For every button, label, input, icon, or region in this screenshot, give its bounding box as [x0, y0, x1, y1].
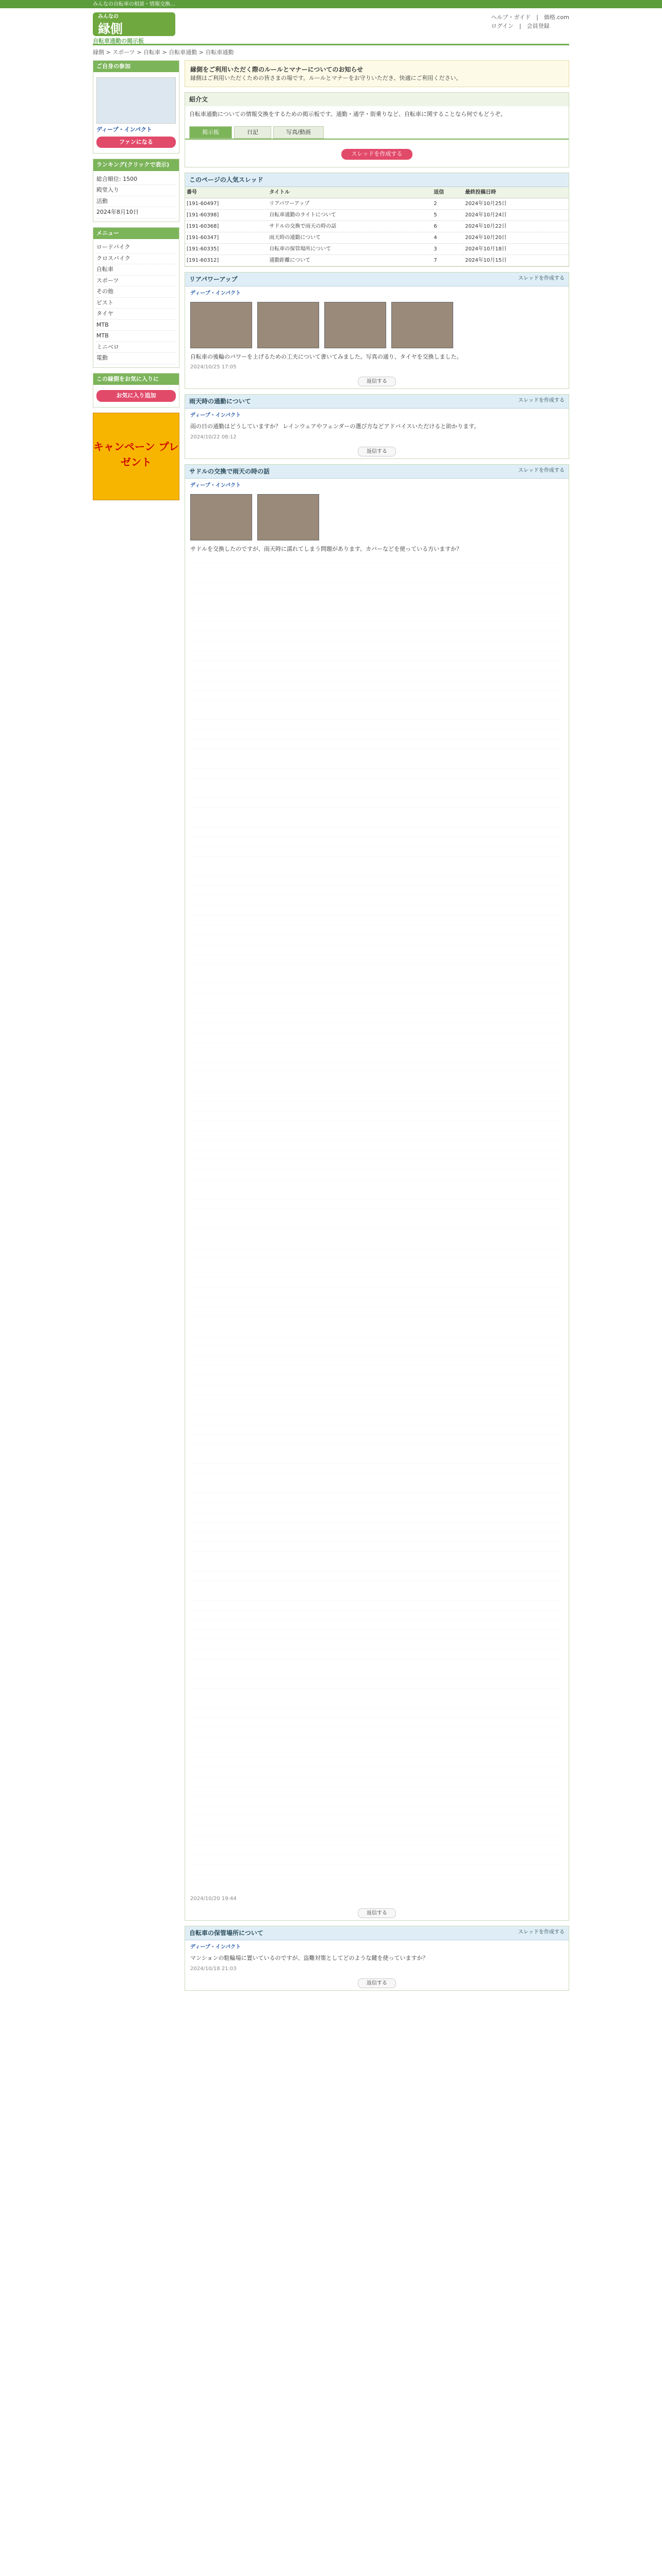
cell-link[interactable]: 自転車の保管場所について — [268, 243, 432, 255]
cell: 4 — [432, 232, 464, 243]
menu-item[interactable]: ピスト — [96, 298, 176, 309]
profile-user[interactable]: ディープ・インパクト — [96, 126, 152, 133]
thread-post — [185, 1926, 569, 1991]
post-long-text — [190, 553, 564, 1893]
cell: 2024年10月24日 — [464, 209, 569, 221]
notice-body: 縁側はご利用いただくための皆さまの場です。ルールとマナーをお守りいただき、快適にご利用ください。 — [190, 74, 462, 81]
fan-button[interactable]: ファンになる — [96, 137, 176, 148]
post-photo[interactable] — [324, 302, 386, 348]
menu-item[interactable]: 自転車 — [96, 264, 176, 276]
sidebar — [93, 60, 179, 1996]
thread-list — [185, 173, 569, 267]
cell: 2024年10月22日 — [464, 221, 569, 232]
rank-item: 総合順位: 1500 — [96, 174, 176, 185]
cell-link[interactable]: リアパワーアップ — [268, 198, 432, 209]
post-photo[interactable] — [391, 302, 453, 348]
page-title: 自転車通勤の掲示板 — [93, 38, 144, 44]
rank-box — [93, 159, 179, 222]
menu-item[interactable]: クロスバイク — [96, 253, 176, 265]
post-photo[interactable] — [190, 302, 252, 348]
cell: 6 — [432, 221, 464, 232]
tab-photo[interactable]: 写真/動画 — [273, 126, 324, 139]
post-photo[interactable] — [190, 494, 252, 540]
post-title[interactable]: サドルの交換で雨天の時の話 — [189, 467, 270, 475]
post-new-button[interactable]: スレッドを作成する — [518, 275, 565, 281]
post-photo[interactable] — [257, 494, 319, 540]
cell: 2024年10月15日 — [464, 255, 569, 266]
rank-item: 殿堂入り — [96, 185, 176, 196]
reply-button[interactable]: 返信する — [358, 1908, 396, 1918]
table-row[interactable] — [185, 221, 569, 232]
top-bar: みんなの自転車の相談・情報交換… — [0, 0, 662, 8]
notice-title[interactable]: 縁側をご利用いただく際のルールとマナーについてのお知らせ — [190, 65, 363, 73]
reply-button[interactable]: 返信する — [358, 447, 396, 456]
menu-item[interactable]: 電動 — [96, 353, 176, 364]
cell: [191-60347] — [185, 232, 268, 243]
fav-box — [93, 373, 179, 408]
cell: [191-60312] — [185, 255, 268, 266]
post-new-button[interactable]: スレッドを作成する — [518, 398, 565, 404]
menu-item[interactable]: ロードバイク — [96, 242, 176, 253]
cell: 2024年10月18日 — [464, 243, 569, 255]
menu-item[interactable]: その他 — [96, 286, 176, 298]
profile-box — [93, 60, 179, 154]
post-body: サドルを交換したのですが、雨天時に濡れてしまう問題があります。カバーなどを使っている方いますか？ — [190, 545, 462, 552]
table-row[interactable] — [185, 209, 569, 221]
table-row[interactable] — [185, 255, 569, 266]
col-header: 最終投稿日時 — [464, 187, 569, 198]
post-body: マンションの駐輪場に置いているのですが、盗難対策としてどのような鍵を使っていますか？ — [190, 1955, 428, 1962]
table-row[interactable] — [185, 198, 569, 209]
intro-heading: 紹介文 — [185, 93, 569, 106]
breadcrumb[interactable]: 縁側 > スポーツ > 自転車 > 自転車通勤 > 自転車通勤 — [93, 49, 234, 56]
col-header: タイトル — [268, 187, 432, 198]
cell-link[interactable]: 通勤距離について — [268, 255, 432, 266]
profile-image — [96, 77, 176, 124]
thread-list-heading: このページの人気スレッド — [189, 176, 263, 183]
cell-link[interactable]: 自転車通勤のライトについて — [268, 209, 432, 221]
table-row[interactable] — [185, 232, 569, 243]
cell-link[interactable]: サドルの交換で雨天の時の話 — [268, 221, 432, 232]
thread-table — [185, 187, 569, 266]
menu-item[interactable]: ミニベロ — [96, 342, 176, 353]
cell: [191-60398] — [185, 209, 268, 221]
cell: 2024年10月20日 — [464, 232, 569, 243]
fav-button[interactable]: お気に入り追加 — [96, 390, 176, 402]
rank-item: 活動 — [96, 196, 176, 208]
post-title[interactable]: リアパワーアップ — [189, 275, 238, 283]
cell-link[interactable]: 雨天時の通勤について — [268, 232, 432, 243]
post-date: 2024/10/20 19:44 — [190, 1896, 237, 1902]
cell: 2 — [432, 198, 464, 209]
main-content — [185, 60, 569, 1996]
post-new-button[interactable]: スレッドを作成する — [518, 467, 565, 473]
post-photo[interactable] — [257, 302, 319, 348]
intro-box — [185, 92, 569, 167]
post-date: 2024/10/18 21:03 — [190, 1965, 237, 1972]
cell: 5 — [432, 209, 464, 221]
reply-button[interactable]: 返信する — [358, 377, 396, 386]
post-body: 自転車の後輪のパワーを上げるための工夫について書いてみました。写真の通り、タイヤを交換しました。 — [190, 353, 462, 360]
tab-board[interactable]: 掲示板 — [189, 126, 232, 139]
post-title[interactable]: 自転車の保管場所について — [189, 1929, 263, 1937]
table-row[interactable] — [185, 243, 569, 255]
site-logo[interactable]: みんなの 縁側 — [93, 12, 175, 36]
cell: [191-60335] — [185, 243, 268, 255]
menu-item[interactable]: MTB — [96, 320, 176, 331]
post-user[interactable]: ディープ・インパクト — [190, 1944, 241, 1951]
tab-diary[interactable]: 日記 — [234, 126, 271, 139]
post-user[interactable]: ディープ・インパクト — [190, 290, 241, 296]
thread-post — [185, 464, 569, 1921]
header-links[interactable]: ヘルプ・ガイド | 価格.com ログイン | 会員登録 — [491, 14, 569, 29]
profile-heading: ご自身の参加 — [93, 61, 179, 73]
cell: 7 — [432, 255, 464, 266]
post-title[interactable]: 雨天時の通勤について — [189, 398, 251, 405]
menu-box — [93, 227, 179, 368]
fav-heading: この縁側をお気に入りに — [93, 374, 179, 385]
thread-post — [185, 272, 569, 389]
post-new-button[interactable]: スレッドを作成する — [518, 1929, 565, 1936]
rank-item: 2024年8月10日 — [96, 207, 176, 218]
post-body: 雨の日の通勤はどうしていますか？ レインウェアやフェンダーの選び方などアドバイスいただけると助かります。 — [190, 423, 480, 430]
site-header — [93, 8, 569, 45]
col-header: 返信 — [432, 187, 464, 198]
post-user[interactable]: ディープ・インパクト — [190, 413, 241, 419]
cell: 3 — [432, 243, 464, 255]
cell: 2024年10月25日 — [464, 198, 569, 209]
menu-heading: メニュー — [93, 228, 179, 240]
post-user[interactable]: ディープ・インパクト — [190, 482, 241, 488]
post-date: 2024/10/22 08:12 — [190, 434, 237, 440]
rank-heading: ランキング(クリックで表示) — [93, 159, 179, 171]
menu-item[interactable]: タイヤ — [96, 309, 176, 320]
post-date: 2024/10/25 17:05 — [190, 364, 237, 370]
col-header: 番号 — [185, 187, 268, 198]
tab-bar — [185, 123, 569, 140]
thread-post — [185, 394, 569, 459]
cell: [191-60497] — [185, 198, 268, 209]
intro-text: 自転車通勤についての情報交換をするための掲示板です。通勤・通学・街乗りなど、自転車に関することなら何でもどうぞ。 — [189, 111, 506, 117]
menu-item[interactable]: MTB — [96, 331, 176, 342]
create-thread-button[interactable]: スレッドを作成する — [341, 149, 413, 160]
menu-item[interactable]: スポーツ — [96, 276, 176, 287]
reply-button[interactable]: 返信する — [358, 1978, 396, 1988]
cell: [191-60368] — [185, 221, 268, 232]
campaign-banner[interactable]: キャンペーン プレゼント — [93, 413, 179, 500]
notice — [185, 60, 569, 88]
